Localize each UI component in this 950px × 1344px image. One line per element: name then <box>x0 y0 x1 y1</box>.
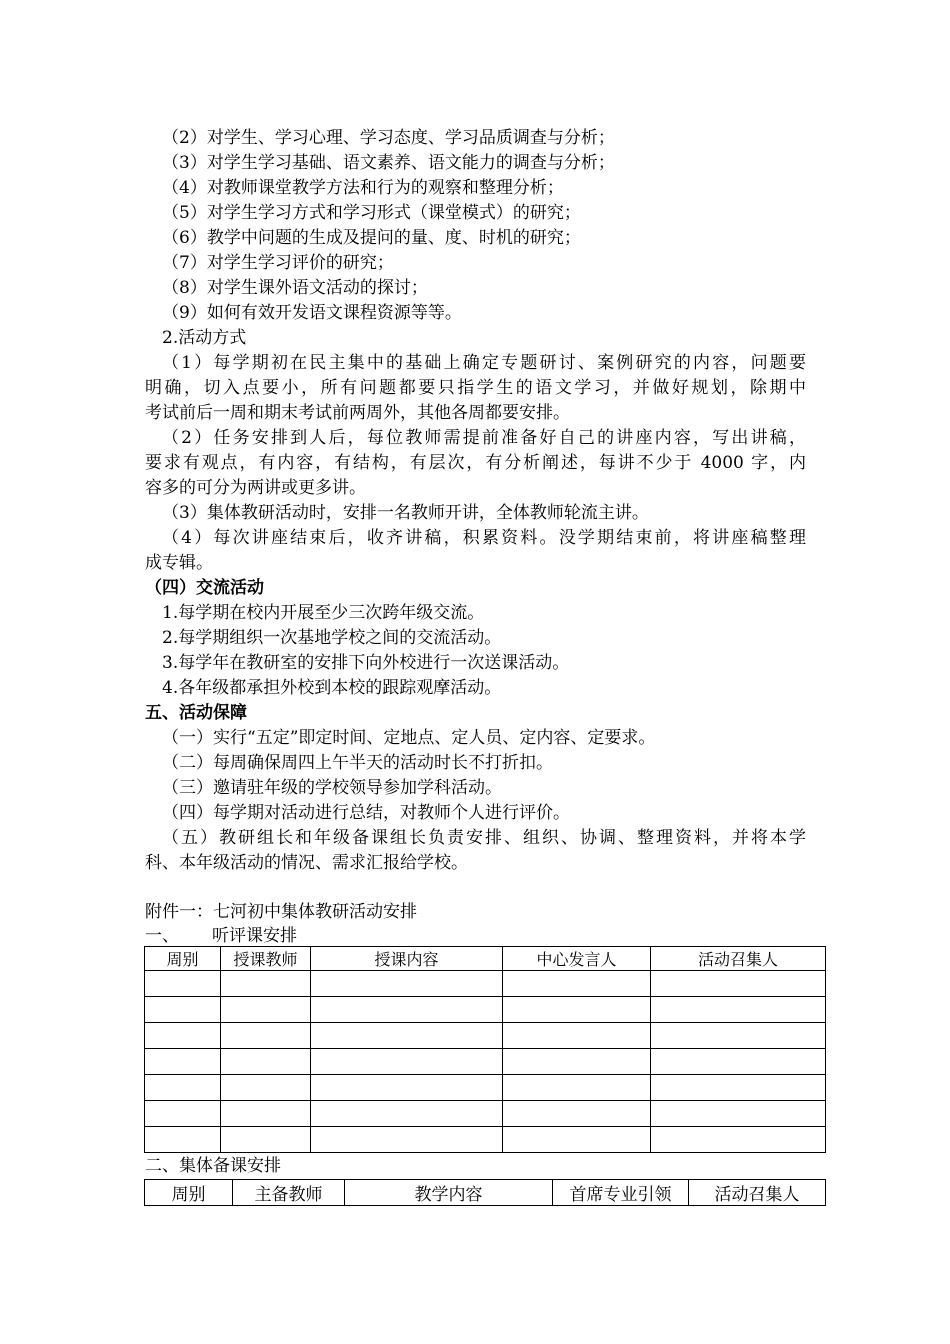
section-1-number: 一、 <box>145 926 179 946</box>
table-cell[interactable] <box>651 1049 826 1075</box>
method-1-line-1: （1）每学期初在民主集中的基础上确定专题研讨、案例研究的内容，问题要 <box>162 353 806 373</box>
topic-item-9: （9）如何有效开发语文课程资源等等。 <box>162 303 462 323</box>
column-header-week: 周别 <box>145 947 221 971</box>
lecture-review-table <box>144 946 826 1153</box>
table-cell[interactable] <box>311 1023 503 1049</box>
table-cell[interactable] <box>651 1101 826 1127</box>
table-cell[interactable] <box>145 1127 221 1153</box>
exchange-item-2: 2.每学期组织一次基地学校之间的交流活动。 <box>162 628 502 648</box>
table-cell[interactable] <box>145 1101 221 1127</box>
column-header-teaching-content: 教学内容 <box>345 1180 553 1206</box>
table-row <box>145 1075 826 1101</box>
table-cell[interactable] <box>503 1075 651 1101</box>
guarantee-item-5-line-2: 科、本年级活动的情况、需求汇报给学校。 <box>145 853 468 873</box>
column-header-convener: 活动召集人 <box>651 947 826 971</box>
table-cell[interactable] <box>651 1075 826 1101</box>
guarantee-item-2: （二）每周确保周四上午半天的活动时长不打折扣。 <box>162 753 553 773</box>
topic-item-4: （4）对教师课堂教学方法和行为的观察和整理分析； <box>162 178 564 198</box>
exchange-item-4: 4.各年级都承担外校到本校的跟踪观摩活动。 <box>162 678 502 698</box>
table-cell[interactable] <box>311 1127 503 1153</box>
topic-item-6: （6）教学中问题的生成及提问的量、度、时机的研究； <box>162 228 581 248</box>
table-cell[interactable] <box>145 1075 221 1101</box>
table-cell[interactable] <box>311 997 503 1023</box>
section-2-title: 二、集体备课安排 <box>145 1156 281 1176</box>
table-row <box>145 971 826 997</box>
table-cell[interactable] <box>221 1101 311 1127</box>
method-2-line-1: （2）任务安排到人后，每位教师需提前准备好自己的讲座内容，写出讲稿， <box>162 428 806 448</box>
topic-item-5: （5）对学生学习方式和学习形式（课堂模式）的研究； <box>162 203 581 223</box>
table-row <box>145 1101 826 1127</box>
method-3: （3）集体教研活动时，安排一名教师开讲，全体教师轮流主讲。 <box>162 503 649 523</box>
table-cell[interactable] <box>221 1023 311 1049</box>
table-row <box>145 997 826 1023</box>
attachment-title: 附件一：七河初中集体教研活动安排 <box>145 902 417 922</box>
method-4-line-2: 成专辑。 <box>145 553 213 573</box>
table-cell[interactable] <box>651 1127 826 1153</box>
guarantee-item-1: （一）实行“五定”即定时间、定地点、定人员、定内容、定要求。 <box>162 728 656 748</box>
topic-item-8: （8）对学生课外语文活动的探讨； <box>162 278 428 298</box>
table-cell[interactable] <box>221 997 311 1023</box>
table-cell[interactable] <box>221 971 311 997</box>
table-cell[interactable] <box>311 1049 503 1075</box>
guarantee-item-5-line-1: （五）教研组长和年级备课组长负责安排、组织、协调、整理资料，并将本学 <box>162 828 806 848</box>
topic-item-7: （7）对学生学习评价的研究； <box>162 253 394 273</box>
table-cell[interactable] <box>145 1049 221 1075</box>
column-header-week: 周别 <box>145 1180 233 1206</box>
table-cell[interactable] <box>503 997 651 1023</box>
table-cell[interactable] <box>145 971 221 997</box>
column-header-teacher: 授课教师 <box>221 947 311 971</box>
table-cell[interactable] <box>145 1023 221 1049</box>
method-4-line-1: （4）每次讲座结束后，收齐讲稿，积累资料。没学期结束前，将讲座稿整理 <box>162 528 806 548</box>
column-header-lead-teacher: 主备教师 <box>233 1180 345 1206</box>
method-1-line-2: 明确，切入点要小，所有问题都要只指学生的语文学习，并做好规划，除期中 <box>145 378 806 398</box>
topic-item-2: （2）对学生、学习心理、学习态度、学习品质调查与分析； <box>162 128 615 148</box>
table-row <box>145 1127 826 1153</box>
column-header-chief-lead: 首席专业引领 <box>553 1180 689 1206</box>
table-cell[interactable] <box>221 1075 311 1101</box>
guarantee-heading: 五、活动保障 <box>145 703 247 723</box>
column-header-content: 授课内容 <box>311 947 503 971</box>
table-cell[interactable] <box>503 1101 651 1127</box>
exchange-heading: （四）交流活动 <box>145 578 264 598</box>
table-cell[interactable] <box>311 1101 503 1127</box>
table-cell[interactable] <box>221 1049 311 1075</box>
guarantee-item-4: （四）每学期对活动进行总结，对教师个人进行评价。 <box>162 803 570 823</box>
guarantee-item-3: （三）邀请驻年级的学校领导参加学科活动。 <box>162 778 502 798</box>
table-cell[interactable] <box>651 1023 826 1049</box>
lesson-prep-table <box>144 1179 826 1206</box>
table-cell[interactable] <box>145 997 221 1023</box>
method-2-line-2: 要求有观点，有内容，有结构，有层次，有分析阐述，每讲不少于 4000 字，内 <box>145 453 806 473</box>
table-cell[interactable] <box>311 1075 503 1101</box>
column-header-convener: 活动召集人 <box>689 1180 826 1206</box>
table-cell[interactable] <box>221 1127 311 1153</box>
table-row <box>145 1049 826 1075</box>
table-header-row <box>145 1180 826 1206</box>
table-cell[interactable] <box>651 997 826 1023</box>
exchange-item-1: 1.每学期在校内开展至少三次跨年级交流。 <box>162 603 485 623</box>
column-header-speaker: 中心发言人 <box>503 947 651 971</box>
exchange-item-3: 3.每学年在教研室的安排下向外校进行一次送课活动。 <box>162 653 570 673</box>
section-1-title: 听评课安排 <box>212 926 297 946</box>
table-cell[interactable] <box>503 1127 651 1153</box>
table-row <box>145 1023 826 1049</box>
topic-item-3: （3）对学生学习基础、语文素养、语文能力的调查与分析； <box>162 153 615 173</box>
table-cell[interactable] <box>651 971 826 997</box>
table-cell[interactable] <box>503 1049 651 1075</box>
table-header-row <box>145 947 826 971</box>
table-cell[interactable] <box>503 971 651 997</box>
method-1-line-3: 考试前后一周和期末考试前两周外，其他各周都要安排。 <box>145 403 570 423</box>
table-cell[interactable] <box>503 1023 651 1049</box>
method-2-line-3: 容多的可分为两讲或更多讲。 <box>145 478 366 498</box>
table-cell[interactable] <box>311 971 503 997</box>
activity-method-heading: 2.活动方式 <box>162 328 247 348</box>
